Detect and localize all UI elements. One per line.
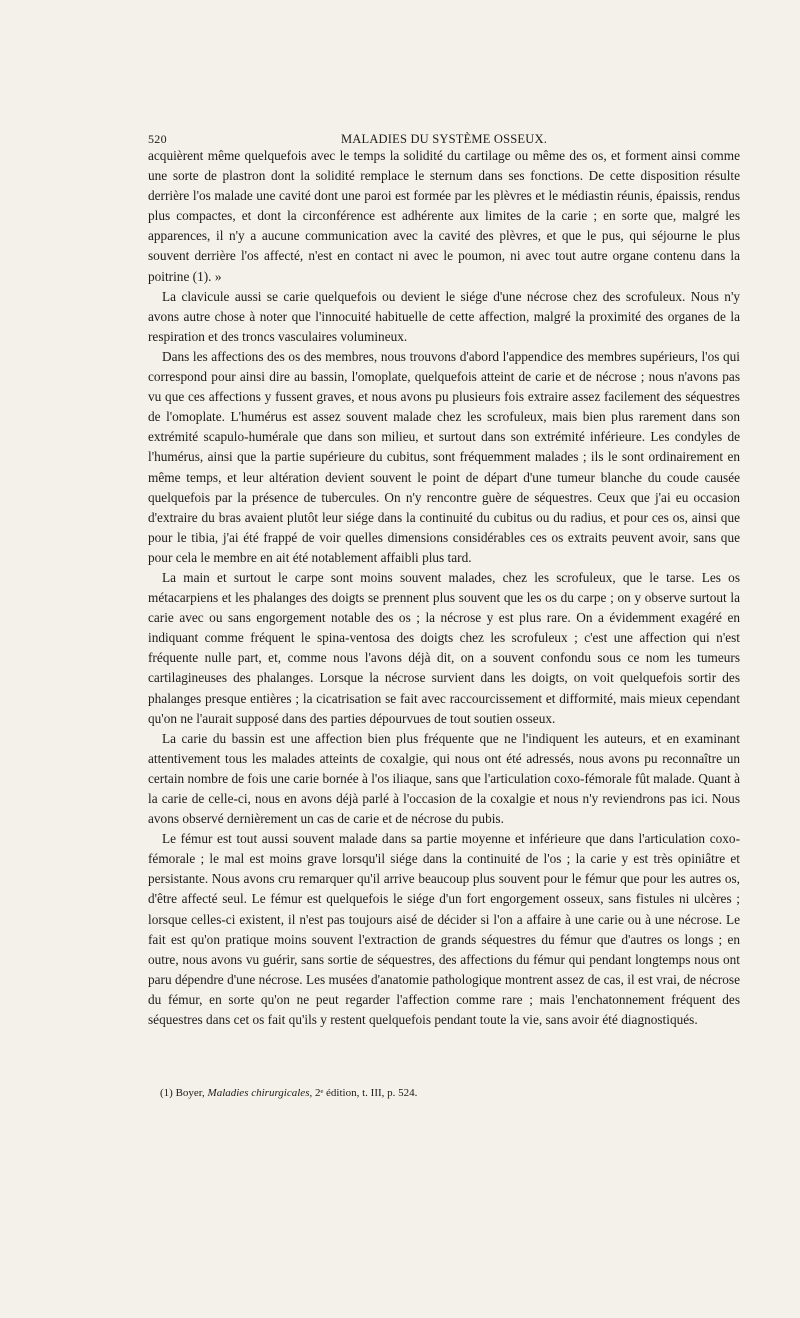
footnote-author: Boyer, [175,1087,205,1099]
paragraph-femur: Le fémur est tout aussi souvent malade dans sa partie moyenne et inférieure que dans l'articulation coxo-fémorale ; le mal est moins grave lorsqu'il siége dans la continuité de l'os ; la carie y est très opiniâtre et persistante. Nous avons cru remarquer qu'il arrive beaucoup plus souvent pour le fémur que pour les autres os, d'être affecté seul. Le fémur est quelquefois le siége d'un fort engorgement osseux, sans fistules ni ulcères ; lorsque celles-ci existent, il n'est pas toujours aisé de décider si l'on a affaire à une carie ou à une nécrose. Le fait est qu'on pratique moins souvent l'extraction de grands séquestres du fémur que d'autres os longs ; en outre, nous avons vu guérir, sans sortie de séquestres, des affections du fémur qui pendant longtemps nous ont paru dépendre d'une nécrose. Les musées d'anatomie pathologique montrent assez de cas, il est vrai, de nécrose du fémur, en sorte qu'on ne peut regarder l'affection comme rare ; mais l'enchatonnement fréquent des séquestres dans cet os fait qu'ils y restent quelquefois pendant toute la vie, sans avoir été diagnostiqués. [148,831,740,1028]
paragraph-main-carpe: La main et surtout le carpe sont moins souvent malades, chez les scrofuleux, que le tarse. Les os métacarpiens et les phalanges des doigts se prennent plus souvent que les os du carpe ; on y observe surtout la carie avec ou sans engorgement notable des os ; la nécrose y est plus rare. On a évidemment exagéré en indiquant comme fréquent le spina-ventosa des doigts chez les scrofuleux ; c'est une affection qui n'est fréquente nulle part, et, comme nous l'avons déjà dit, on a souvent confondu sous ce nom les tumeurs cartilagineuses des phalanges. Lorsque la nécrose survient dans les doigts, on voit quelquefois sortir des phalanges presque entières ; la cicatrisation se fait avec raccourcissement et difformité, mais mieux cependant qu'on ne l'aurait supposé dans des parties dépourvues de tout soutien osseux. [148,569,740,726]
paragraph-bassin: La carie du bassin est une affection bien plus fréquente que ne l'indiquent les auteurs, et en examinant attentivement tous les malades atteints de coxalgie, qui nous ont été adressés, nous avons pu reconnaître un certain nombre de fois une carie bornée à l'os iliaque, sans que l'articulation coxo-fémorale fût malade. Quant à la carie de celle-ci, nous en avons déjà parlé à l'occasion de la coxalgie et nous n'y reviendrons pas ici. Nous avons observé dernièrement un cas de carie et de nécrose du pubis. [148,730,740,827]
paragraph-membres-superieurs: Dans les affections des os des membres, nous trouvons d'abord l'appendice des membres supérieurs, l'os qui correspond pour ainsi dire au bassin, l'omoplate, quelquefois atteint de carie et de nécrose ; nous n'avons pas vu que ces affections y fussent graves, et nous avons pu plusieurs fois extraire assez facilement des séquestres de l'omoplate. L'humérus est assez souvent malade chez les scrofuleux, mais bien plus rarement dans son extrémité scapulo-humérale que dans son milieu, et surtout dans son extrémité inférieure. Les condyles de l'humérus, ainsi que la partie supérieure du cubitus, sont fréquemment malades ; ils le sont ordinairement en même temps, et leur altération devient souvent le point de départ d'une tumeur blanche du coude causée quelquefois par la présence de tubercules. On n'y rencontre guère de séquestres. Ceux que j'ai eu occasion d'extraire du bras avaient plutôt leur siége dans la continuité du cubitus ou du radius, et pour ces os, ainsi que pour le tibia, j'ai été frappé de voir quelles dimensions considérables ces os extraits peuvent avoir, sans que pour cela le membre en ait été notablement affaibli plus tard. [148,348,740,565]
body-text [148,146,740,1030]
footnote-marker: (1) [160,1087,173,1099]
paragraph-clavicule: La clavicule aussi se carie quelquefois ou devient le siége d'une nécrose chez des scrofuleux. Nous n'y avons autre chose à noter que l'innocuité habituelle de cette affection, malgré la proximité des organes de la respiration et des troncs vasculaires volumineux. [148,288,740,344]
paragraph-continuation: acquièrent même quelquefois avec le temps la solidité du cartilage ou même des os, et forment ainsi comme une sorte de plastron dont la solidité remplace le sternum dans ses fonctions. De cette disposition résulte derrière l'os malade une cavité dont une paroi est formée par les plèvres et le médiastin réunis, épaissis, rendus plus compactes, et dont la circonférence est adhérente aux limites de la carie ; en sorte que, malgré les apparences, il n'y a aucune communication avec la cavité des plèvres, et que le pus, qui séjourne le plus souvent derrière l'os affecté, n'est en contact ni avec le poumon, ni avec tout autre organe contenu dans la poitrine (1). » [148,148,740,284]
footnote [160,1086,740,1100]
footnote-title: Maladies chirurgicales, [207,1087,313,1099]
footnote-details: 2ᵉ édition, t. III, p. 524. [314,1087,418,1099]
page-number: 520 [148,132,167,146]
page-header-title: MALADIES DU SYSTÈME OSSEUX. [340,132,548,146]
